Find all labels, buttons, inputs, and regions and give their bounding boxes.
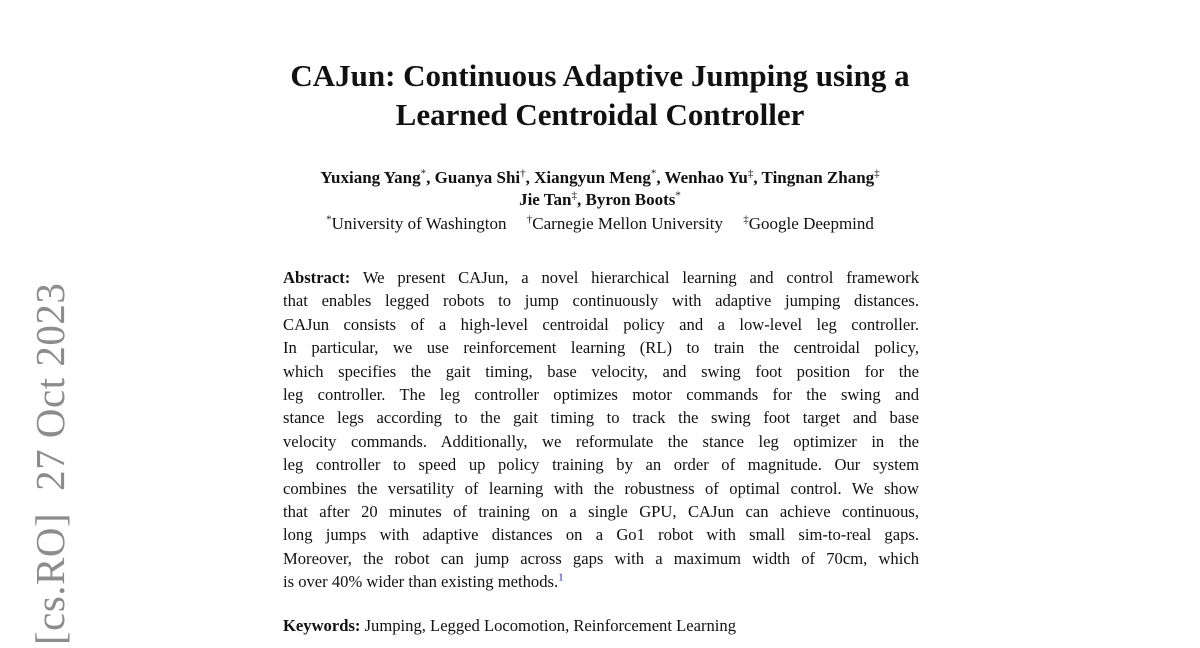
paper-title <box>200 56 1000 134</box>
keywords-label: Keywords: <box>283 616 361 635</box>
abstract-label: Abstract: <box>283 268 351 287</box>
arxiv-category: [cs.RO] <box>27 512 73 645</box>
abstract-line: CAJun consists of a high-level centroidal policy and a low-level leg controller. <box>283 314 919 334</box>
title-line-1: CAJun: Continuous Adaptive Jumping using a <box>290 58 910 93</box>
author-name: Jie Tan <box>519 190 572 209</box>
author-name: Xiangyun Meng <box>534 168 651 187</box>
abstract-line: leg controller. The leg controller optimizes motor commands for the swing and <box>283 384 919 404</box>
affiliation <box>326 214 506 233</box>
abstract-text: We present CAJun, a novel hierarchical learning and control framework <box>362 268 919 287</box>
author-mark: * <box>675 189 681 202</box>
abstract-line: long jumps with adaptive distances on a Go1 robot with small sim-to-real gaps. <box>283 525 919 545</box>
affiliation-mark: * <box>326 213 332 226</box>
abstract-line <box>283 266 919 289</box>
arxiv-stamp <box>20 282 80 645</box>
author-name: Tingnan Zhang <box>761 168 875 187</box>
author-line-1: Yuxiang Yang*, Guanya Shi†, Xiangyun Meng*, Wenhao Yu‡, Tingnan Zhang‡ <box>320 167 880 187</box>
title-line-2: Learned Centroidal Controller <box>395 97 805 132</box>
arxiv-date: 27 Oct 2023 <box>27 282 73 491</box>
author-mark: * <box>650 167 657 180</box>
affiliation-name: Carnegie Mellon University <box>532 214 724 233</box>
abstract-line: velocity commands. Additionally, we reformulate the stance leg optimizer in the <box>283 431 919 451</box>
author-mark: * <box>420 167 427 180</box>
abstract-line: that after 20 minutes of training on a single GPU, CAJun can achieve continuous, <box>283 501 919 521</box>
abstract-text: is over 40% wider than existing methods. <box>283 572 559 592</box>
author-mark: ‡ <box>571 189 578 202</box>
footnote-link[interactable]: 1 <box>558 571 564 584</box>
affiliation <box>527 214 723 233</box>
abstract-line: In particular, we use reinforcement learning (RL) to train the centroidal policy, <box>283 338 919 358</box>
abstract <box>283 266 919 593</box>
abstract-line: combines the versatility of learning with the robustness of optimal control. We show <box>283 478 919 498</box>
abstract-line: leg controller to speed up policy training by an order of magnitude. Our system <box>283 455 919 475</box>
author-mark: † <box>520 167 526 180</box>
author-name: Guanya Shi <box>434 168 521 187</box>
keywords <box>283 614 919 637</box>
author-mark: ‡ <box>874 167 880 180</box>
author-name: Byron Boots <box>585 190 676 209</box>
abstract-line: stance legs according to the gait timing to track the swing foot target and base <box>283 408 919 428</box>
affiliation-mark: ‡ <box>743 213 749 226</box>
author-line-2: Jie Tan‡, Byron Boots* <box>519 189 681 209</box>
author-mark: ‡ <box>747 167 754 180</box>
abstract-line: Moreover, the robot can jump across gaps with a maximum width of 70cm, which <box>283 548 919 568</box>
abstract-line <box>283 570 919 593</box>
author-name: Wenhao Yu <box>664 168 748 187</box>
affiliation-mark: † <box>526 213 533 226</box>
keywords-text: Jumping, Legged Locomotion, Reinforcement Learning <box>364 616 737 635</box>
abstract-line: that enables legged robots to jump continuously with adaptive jumping distances. <box>283 291 919 311</box>
affiliation-name: University of Washington <box>331 214 507 233</box>
author-list <box>220 167 980 211</box>
abstract-line: which specifies the gait timing, base velocity, and swing foot position for the <box>283 361 919 381</box>
affiliation-name: Google Deepmind <box>748 214 874 233</box>
affiliation <box>743 214 874 233</box>
affiliations <box>220 213 980 235</box>
author-name: Yuxiang Yang <box>320 168 421 187</box>
